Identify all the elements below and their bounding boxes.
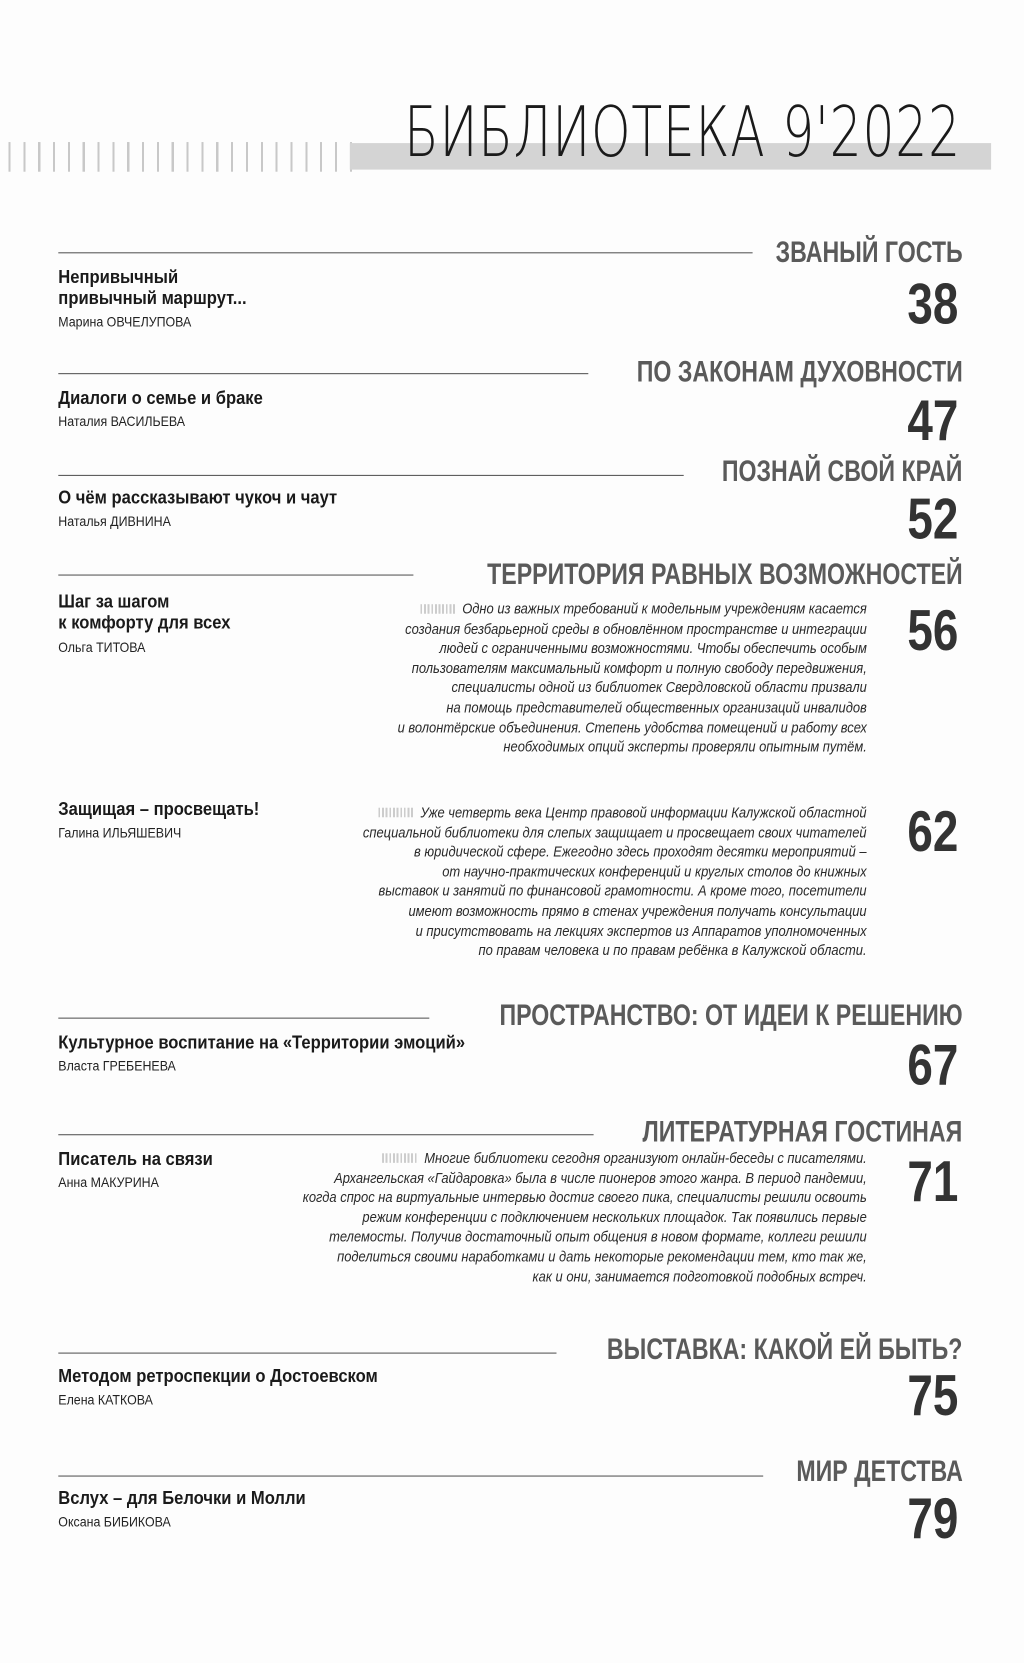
section-heading: ЗВАНЫЙ ГОСТЬ: [775, 235, 963, 269]
stripe-marker: [383, 1153, 419, 1163]
article-title[interactable]: [58, 488, 337, 509]
article-author: Галина ИЛЬЯШЕВИЧ: [58, 824, 182, 841]
page-number[interactable]: 67: [907, 1033, 959, 1098]
article-summary: Одно из важных требований к модельным учреждениям касается создания безбарьерной среды в обновлённом пространстве и интеграции людей с ограниченными возможностями. Чтобы обеспечить особым пользователям максимальный комфорт и полную свободу передвижения, специалисты одной из библиотек Свердловской области призвали на помощь представителей общественных организаций инвалидов и волонтёрские объединения. Степень удобства помещений и работу всех необходимых опций эксперты проверяли опытным путём.: [397, 601, 868, 756]
page-number[interactable]: 38: [907, 272, 959, 337]
page-number[interactable]: 56: [907, 598, 959, 663]
section-heading: ВЫСТАВКА: КАКОЙ ЕЙ БЫТЬ?: [607, 1332, 963, 1366]
article-author: Оксана БИБИКОВА: [58, 1513, 171, 1530]
article-title[interactable]: [58, 388, 263, 409]
section-heading: ТЕРРИТОРИЯ РАВНЫХ ВОЗМОЖНОСТЕЙ: [486, 557, 963, 591]
article-title[interactable]: [58, 267, 246, 309]
section-rule: [58, 475, 683, 476]
page-number[interactable]: 62: [907, 800, 959, 864]
article-summary: Многие библиотеки сегодня организуют онлайн-беседы с писателями. Архангельская «Гайдаровка» была в числе пионеров этого жанра. В период пандемии, когда спрос на виртуальные интервью достиг своего пика, специалисты решили освоить режим конференции с подключением нескольких площадок. Так появились первые телемосты. Получив достаточный опыт общения в новом формате, коллеги решили поделиться своими наработками и дать некоторые рекомендации тем, кто так же, как и они, занимается подготовкой подобных встреч.: [303, 1150, 868, 1286]
title-line: Шаг за шагом: [58, 591, 170, 612]
page-number[interactable]: 79: [907, 1487, 959, 1551]
title-line: Писатель на связи: [58, 1149, 213, 1170]
section-heading: ЛИТЕРАТУРНАЯ ГОСТИНАЯ: [642, 1115, 963, 1148]
title-line: Защищая – просвещать!: [58, 799, 260, 820]
section-rule: [58, 575, 413, 576]
section-rule: [58, 373, 588, 374]
section-rule: [58, 1353, 556, 1354]
section-heading: ПОЗНАЙ СВОЙ КРАЙ: [721, 454, 963, 488]
page-number[interactable]: 71: [907, 1150, 959, 1214]
article-author: Марина ОВЧЕЛУПОВА: [58, 313, 192, 330]
stripe-marker: [421, 604, 457, 614]
title-line: О чём рассказывают чукоч и чаут: [58, 487, 338, 508]
section-rule: [58, 1018, 429, 1019]
article-title[interactable]: [58, 1488, 305, 1509]
article-title[interactable]: [58, 799, 259, 820]
title-line: Диалоги о семье и браке: [58, 387, 263, 409]
article-author: Анна МАКУРИНА: [58, 1174, 159, 1191]
article-summary: Уже четверть века Центр правовой информации Калужской областной специальной библиотеки для слепых защищает и просвещает своих читателей в юридической сфере. Ежегодно здесь проходят десятки мероприятий – от научно-практических конференций и круглых столов до книжных выставок и занятий по финансовой грамотности. А кроме того, посетители имеют возможность прямо в стенах учреждения получать консультации и присутствовать на лекциях экспертов из Аппаратов уполномоченных по правам человека и по правам ребёнка в Калужской области.: [363, 804, 868, 960]
article-author: Наталья ДИВНИНА: [58, 513, 171, 529]
article-author: Наталия ВАСИЛЬЕВА: [58, 413, 186, 430]
title-line: Вслух – для Белочки и Молли: [58, 1488, 306, 1509]
magazine-title: БИБЛИОТЕКА 9'2022: [403, 91, 961, 173]
section-heading: ПО ЗАКОНАМ ДУХОВНОСТИ: [636, 355, 963, 388]
title-line: к комфорту для всех: [58, 612, 231, 633]
decorative-stripes: [8, 142, 358, 172]
article-title[interactable]: [58, 591, 230, 633]
stripe-marker: [379, 808, 415, 818]
page-number[interactable]: 52: [907, 487, 959, 552]
article-title[interactable]: [58, 1149, 213, 1170]
article-title[interactable]: [58, 1366, 378, 1387]
article-title[interactable]: [58, 1032, 465, 1053]
section-rule: [58, 1476, 763, 1477]
title-line: привычный маршрут...: [58, 288, 247, 309]
page-number[interactable]: 75: [907, 1364, 959, 1428]
page-number[interactable]: 47: [907, 389, 959, 453]
article-author: Елена КАТКОВА: [58, 1391, 153, 1408]
section-heading: ПРОСТРАНСТВО: ОТ ИДЕИ К РЕШЕНИЮ: [499, 998, 963, 1032]
article-author: Ольга ТИТОВА: [58, 639, 146, 656]
section-rule: [58, 1134, 593, 1135]
section-heading: МИР ДЕТСТВА: [796, 1454, 963, 1488]
title-line: Культурное воспитание на «Территории эмоций»: [58, 1032, 466, 1053]
title-line: Непривычный: [58, 267, 179, 288]
article-author: Власта ГРЕБЕНЕВА: [58, 1057, 176, 1074]
title-line: Методом ретроспекции о Достоевском: [58, 1366, 378, 1387]
section-rule: [58, 252, 752, 253]
